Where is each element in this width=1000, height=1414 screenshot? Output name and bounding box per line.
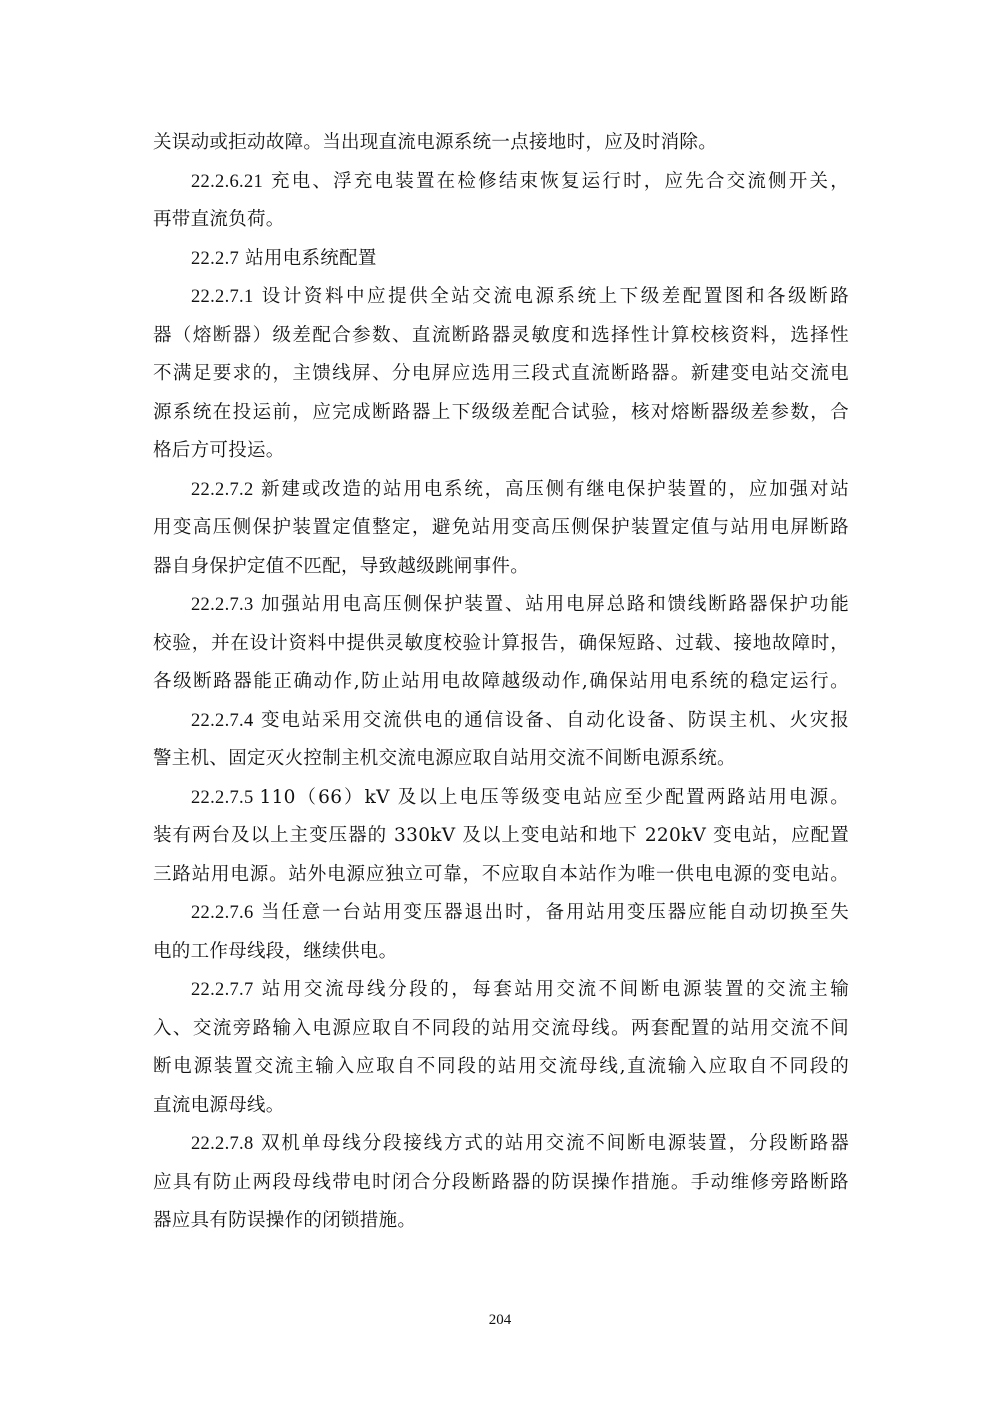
text-line: [153, 1087, 849, 1126]
line-text: 三路站用电源。站外电源应独立可靠，不应取自本站作为唯一供电电源的变电站。: [153, 863, 849, 885]
text-line: [153, 394, 849, 433]
text-line: [153, 1125, 849, 1164]
text-line: [153, 779, 849, 818]
line-text: 新建或改造的站用电系统，高压侧有继电保护装置的，应加强对站: [259, 478, 849, 500]
text-line: [153, 663, 849, 702]
line-text: 应具有防止两段母线带电时闭合分段断路器的防误操作措施。手动维修旁路断路: [153, 1171, 849, 1193]
text-line: [153, 1048, 849, 1087]
line-text: 器（熔断器）级差配合参数、直流断路器灵敏度和选择性计算校核资料，选择性: [153, 324, 849, 346]
text-line: [153, 471, 849, 510]
line-text: 加强站用电高压侧保护装置、站用电屏总路和馈线断路器保护功能: [259, 594, 849, 615]
line-text: 各级断路器能正确动作,防止站用电故障越级动作,确保站用电系统的稳定运行。: [153, 671, 849, 692]
clause-number: 22.2.7.4: [191, 710, 254, 731]
line-text: 入、交流旁路输入电源应取自不同段的站用交流母线。两套配置的站用交流不间: [153, 1017, 849, 1039]
text-line: [153, 432, 849, 471]
text-line: [153, 163, 849, 202]
text-line: [153, 548, 849, 587]
line-text: 再带直流负荷。: [153, 209, 285, 230]
clause-number: 22.2.7.2: [191, 479, 254, 500]
line-text: 站用电系统配置: [245, 247, 377, 269]
text-line: [153, 355, 849, 394]
text-line: [153, 933, 849, 972]
line-text: 器自身保护定值不匹配，导致越级跳闸事件。: [153, 555, 530, 577]
page-number: 204: [488, 1312, 512, 1328]
line-text: 当任意一台站用变压器退出时，备用站用变压器应能自动切换至失: [259, 902, 849, 923]
line-text: 关误动或拒动故障。当出现直流电源系统一点接地时，应及时消除。: [153, 132, 718, 153]
line-text: 断电源装置交流主输入应取自不同段的站用交流母线,直流输入应取自不同段的: [153, 1056, 849, 1077]
document-body: [153, 124, 849, 1241]
text-line: [153, 124, 849, 163]
text-line: [153, 1010, 849, 1049]
text-line: [153, 625, 849, 664]
text-line: [153, 240, 849, 279]
line-text: 设计资料中应提供全站交流电源系统上下级差配置图和各级断路: [259, 286, 849, 307]
text-line: [153, 971, 849, 1010]
text-line: [153, 702, 849, 741]
text-line: [153, 278, 849, 317]
line-text: 站用交流母线分段的，每套站用交流不间断电源装置的交流主输: [259, 979, 849, 1000]
text-line: [153, 586, 849, 625]
line-text: 校验，并在设计资料中提供灵敏度校验计算报告，确保短路、过载、接地故障时，: [153, 632, 849, 654]
text-line: [153, 856, 849, 895]
text-line: [153, 817, 849, 856]
line-text: 警主机、固定灭火控制主机交流电源应取自站用交流不间断电源系统。: [153, 748, 736, 769]
line-text: 装有两台及以上主变压器的 330kV 及以上变电站和地下 220kV 变电站，应配置: [153, 825, 849, 846]
text-line: [153, 1164, 849, 1203]
clause-number: 22.2.7.8: [191, 1134, 254, 1154]
line-text: 变电站采用交流供电的通信设备、自动化设备、防误主机、火灾报: [259, 709, 849, 731]
line-text: 110（66）kV 及以上电压等级变电站应至少配置两路站用电源。: [259, 786, 849, 808]
clause-number: 22.2.7.1: [191, 287, 254, 307]
line-text: 源系统在投运前，应完成断路器上下级级差配合试验，核对熔断器级差参数，合: [153, 401, 849, 423]
clause-number: 22.2.7.6: [191, 903, 254, 923]
line-text: 不满足要求的，主馈线屏、分电屏应选用三段式直流断路器。新建变电站交流电: [153, 363, 849, 384]
line-text: 格后方可投运。: [153, 440, 285, 461]
clause-number: 22.2.7: [191, 248, 240, 269]
clause-number: 22.2.7.3: [191, 595, 254, 615]
clause-number: 22.2.6.21: [191, 171, 264, 192]
line-text: 直流电源母线。: [153, 1094, 285, 1116]
line-text: 用变高压侧保护装置定值整定，避免站用变高压侧保护装置定值与站用电屏断路: [153, 517, 849, 538]
text-line: [153, 509, 849, 548]
line-text: 双机单母线分段接线方式的站用交流不间断电源装置，分段断路器: [259, 1133, 849, 1154]
text-line: [153, 317, 849, 356]
clause-number: 22.2.7.5: [191, 787, 254, 808]
text-line: [153, 1202, 849, 1241]
text-line: [153, 894, 849, 933]
line-text: 充电、浮充电装置在检修结束恢复运行时，应先合交流侧开关，: [269, 170, 849, 192]
text-line: [153, 201, 849, 240]
line-text: 器应具有防误操作的闭锁措施。: [153, 1210, 417, 1231]
clause-number: 22.2.7.7: [191, 980, 254, 1000]
line-text: 电的工作母线段，继续供电。: [153, 940, 398, 962]
text-line: [153, 740, 849, 779]
